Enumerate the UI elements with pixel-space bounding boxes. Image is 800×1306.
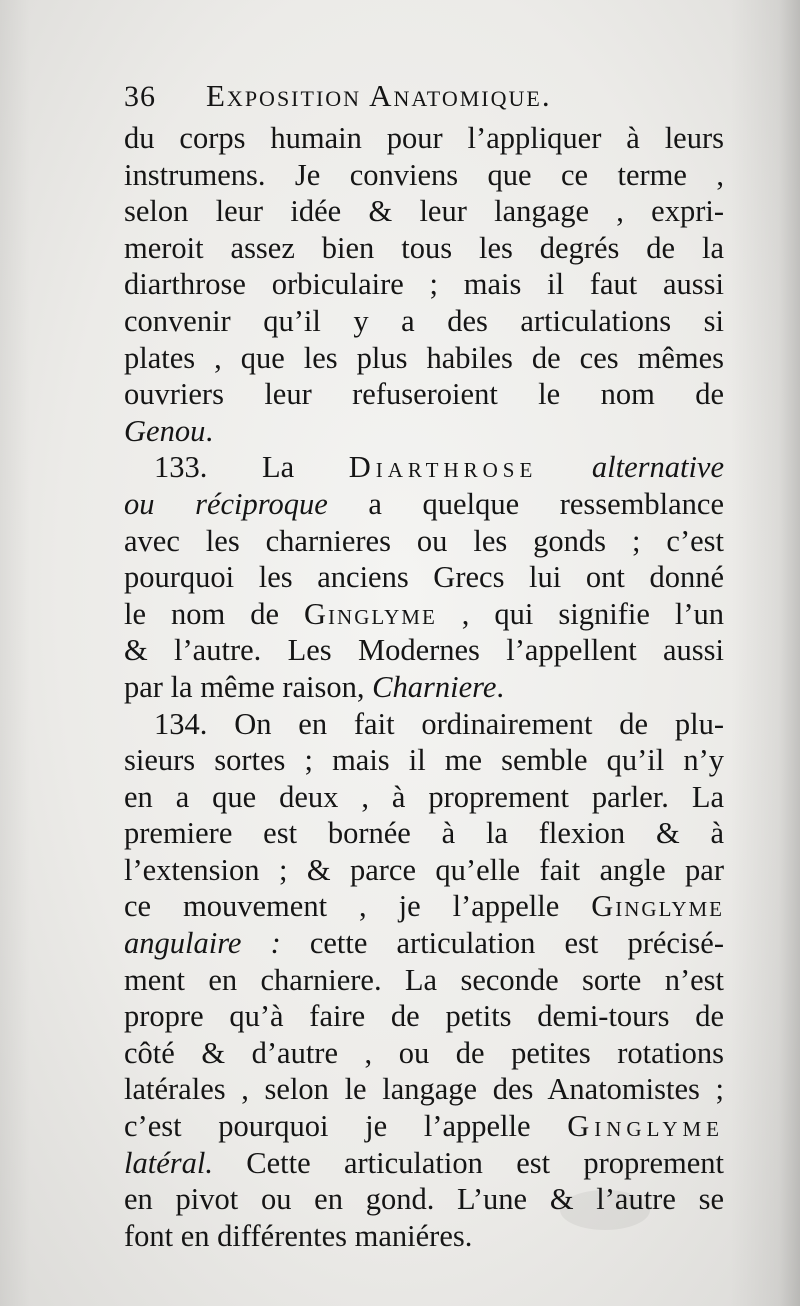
text-line: du corps humain pour l’appliquer à leurs xyxy=(124,121,724,155)
text-line: convenir qu’il y a des articulations si xyxy=(124,303,724,338)
text-line: ouvriers leur refuseroient le nom de xyxy=(124,377,724,412)
text-line: premiere est bornée à la flexion & à xyxy=(124,816,724,851)
text-line: diarthrose orbiculaire ; mais il faut aussi xyxy=(124,267,724,302)
text-line: en a que deux , à proprement parler. La xyxy=(124,779,724,814)
text-line: ment en charniere. La seconde sorte n’est xyxy=(124,962,724,997)
text-line: côté & d’autre , ou de petites rotations xyxy=(124,1035,724,1070)
text-line: ce mouvement , je l’appelle Ginglyme xyxy=(124,889,724,924)
text-line: l’extension ; & parce qu’elle fait angle par xyxy=(124,852,724,887)
term-diarthrose: Diarthrose xyxy=(348,450,538,485)
text-line: selon leur idée & leur langage , expri- xyxy=(124,194,724,229)
text-line: sieurs sortes ; mais il me semble qu’il n’y xyxy=(124,743,724,778)
text-line: & l’autre. Les Modernes l’appellent aussi xyxy=(124,633,724,668)
text-line: par la même raison, Charniere. xyxy=(124,669,505,704)
text-line: Genou. xyxy=(124,413,213,448)
text-line: en pivot ou en gond. L’une & l’autre se xyxy=(124,1182,724,1217)
text-line: font en différentes maniéres. xyxy=(124,1218,473,1253)
text-line: meroit assez bien tous les degrés de la xyxy=(124,230,724,265)
text-line: plates , que les plus habiles de ces mêmes xyxy=(124,340,724,375)
text-line: latérales , selon le langage des Anatomistes ; xyxy=(124,1072,724,1107)
running-head xyxy=(124,78,724,120)
text-line: latéral. Cette articulation est proprement xyxy=(124,1145,724,1180)
text-line: ou réciproque a quelque ressemblance xyxy=(124,486,724,521)
text-line: propre qu’à faire de petits demi-tours de xyxy=(124,999,724,1034)
page-number: 36 xyxy=(124,80,156,113)
term-ginglyme: Ginglyme xyxy=(304,596,437,631)
term-ginglyme: Ginglyme xyxy=(567,1109,724,1144)
text-line: angulaire : cette articulation est précisé- xyxy=(124,926,724,961)
text-line: avec les charnieres ou les gonds ; c’est xyxy=(124,523,724,558)
page-left-shadow xyxy=(0,0,30,1306)
text-block xyxy=(124,78,724,1254)
text-line: le nom de Ginglyme , qui signifie l’un xyxy=(124,596,724,631)
text-line: instrumens. Je conviens que ce terme , xyxy=(124,157,724,192)
section-134-heading-line: 134. On en fait ordinairement de plu- xyxy=(154,706,724,741)
text-line: c’est pourquoi je l’appelle Ginglyme xyxy=(124,1109,724,1144)
page-gutter-shadow xyxy=(730,0,800,1306)
text-line: pourquoi les anciens Grecs lui ont donné xyxy=(124,560,724,595)
running-title: Exposition Anatomique. xyxy=(206,78,552,113)
section-133-heading-line: 133. La Diarthrose alternative xyxy=(154,450,725,485)
term-ginglyme: Ginglyme xyxy=(591,889,724,924)
